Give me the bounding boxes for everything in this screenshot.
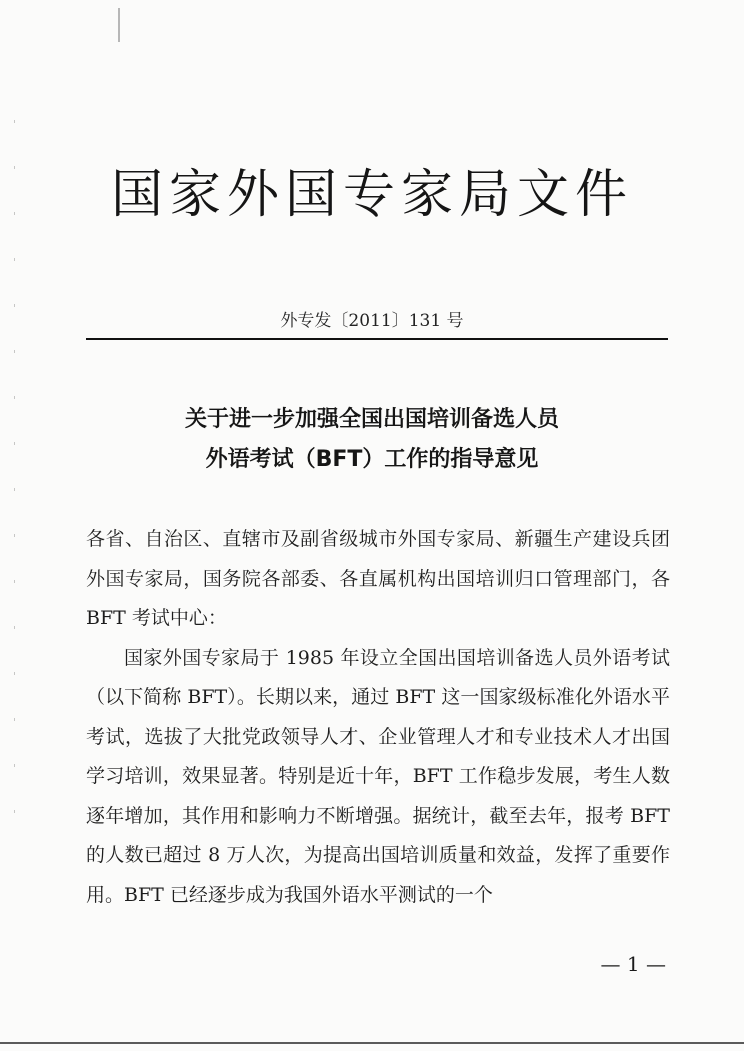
addressees-paragraph: 各省、自治区、直辖市及副省级城市外国专家局、新疆生产建设兵团外国专家局，国务院各部委、各直属机构出国培训归口管理部门，各 BFT 考试中心： [86,528,670,629]
page-number: — 1 — [600,952,666,976]
issuer-title: 国家外国专家局文件 [110,165,633,225]
bottom-edge-line [0,1042,744,1044]
document-title [0,400,744,480]
document-title-line-1: 关于进一步加强全国出国培训备选人员 [184,407,559,432]
header-divider [86,338,668,340]
document-title-line-2: 外语考试（BFT）工作的指导意见 [205,447,539,472]
document-number: 外专发〔2011〕131 号 [280,311,464,331]
body-paragraph-1: 国家外国专家局于 1985 年设立全国出国培训备选人员外语考试（以下简称 BFT）。长期以来，通过 BFT 这一国家级标准化外语水平考试，选拔了大批党政领导人才、企业管理人才和专业技术人才出国学习培训，效果显著。特别是近十年，BFT 工作稳步发展，考生人数逐年增加，其作用和影响力不断增强。据统计，截至去年，报考 BFT 的人数已超过 8 万人次，为提高出国培训质量和效益，发挥了重要作用。BFT 已经逐步成为我国外语水平测试的一个 [86,646,670,906]
document-body [86,520,670,915]
scan-artifact-mark [118,8,120,42]
